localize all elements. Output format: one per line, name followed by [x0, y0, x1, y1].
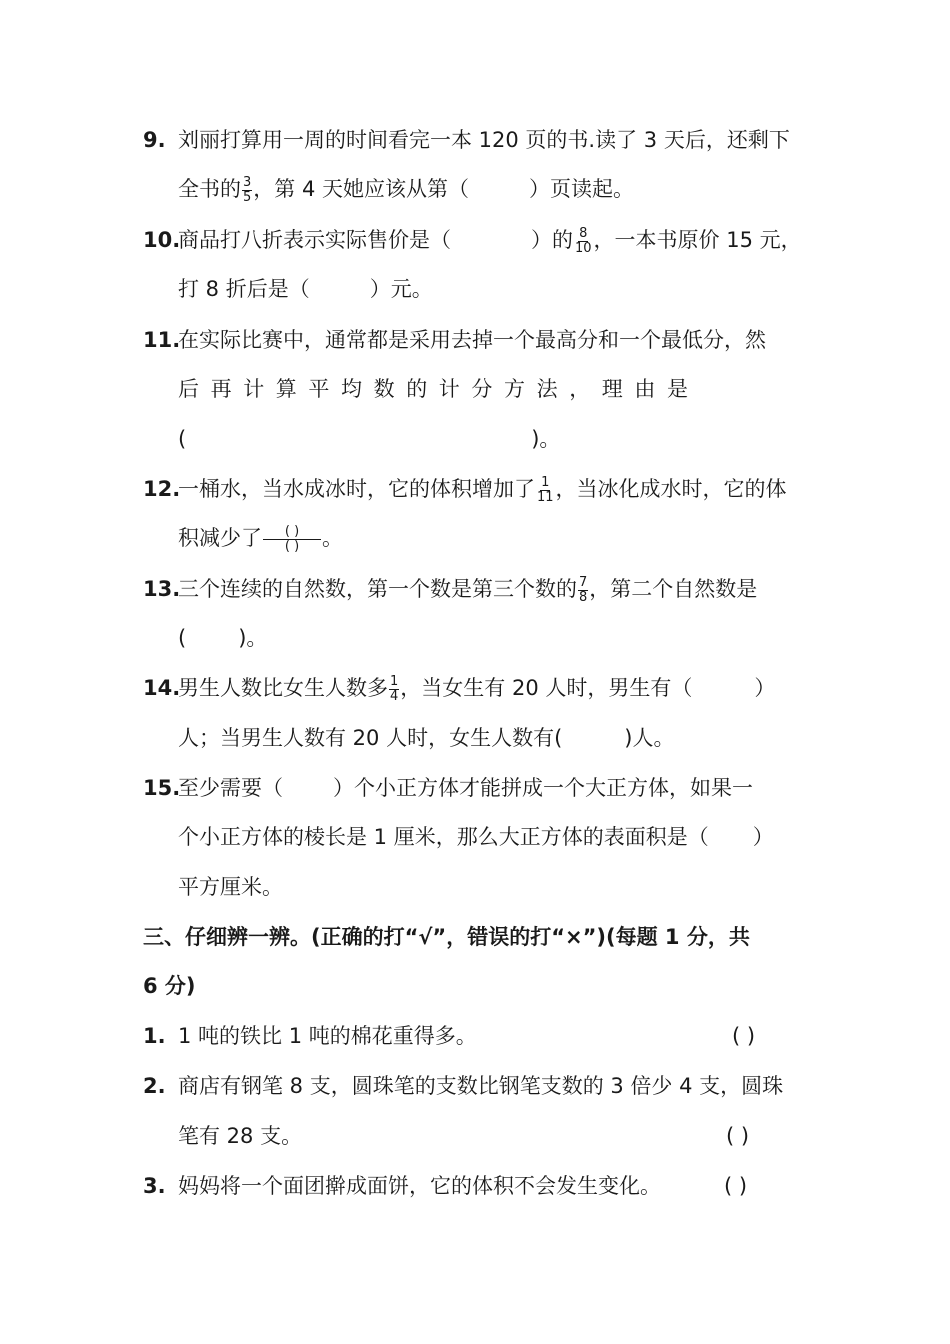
text-segment: )。 [238, 626, 268, 650]
fraction-denominator: 5 [243, 189, 252, 205]
question-text [178, 524, 343, 554]
question-number: 10. [143, 228, 181, 252]
text-segment: 全书的 [178, 177, 241, 201]
question-text [178, 175, 634, 205]
fraction [578, 576, 588, 605]
question-text [178, 624, 267, 652]
fraction-numerator: 7 [579, 574, 588, 590]
text-segment: ，第二个自然数是 [589, 577, 758, 601]
question-text: 商店有钢笔 8 支，圆珠笔的支数比钢笔支数的 3 倍少 4 支，圆珠 [178, 1074, 784, 1098]
question-text: 1 吨的铁比 1 吨的棉花重得多。 [178, 1024, 477, 1048]
text-segment: ）的 [531, 228, 573, 252]
text-segment: ）页读起。 [529, 177, 634, 201]
question-text [178, 674, 775, 704]
section-heading: 6 分) [143, 974, 196, 998]
fraction-denominator: 4 [390, 688, 399, 704]
question-text [178, 724, 674, 752]
question-number: 12. [143, 477, 181, 501]
question-number: 15. [143, 776, 181, 800]
question-text: 笔有 28 支。 [178, 1124, 303, 1148]
question-number: 2. [143, 1074, 166, 1098]
question-text: 平方厘米。 [178, 875, 283, 899]
text-segment: 。 [322, 526, 343, 550]
fraction-numerator: 8 [579, 225, 588, 241]
fraction [242, 176, 252, 205]
question-text [178, 475, 787, 505]
text-segment: ，当女生有 20 人时，男生有（ [400, 676, 693, 700]
fraction-denominator: 11 [537, 489, 554, 505]
text-segment: ( [178, 427, 187, 451]
fraction-numerator: 3 [243, 174, 252, 190]
question-text [178, 823, 774, 851]
question-number: 9. [143, 128, 166, 152]
fraction [574, 227, 593, 256]
fraction-denominator-blank: ( ) [284, 538, 300, 554]
fraction-numerator-blank: ( ) [263, 525, 321, 540]
question-number: 13. [143, 577, 181, 601]
text-segment: ）元。 [369, 277, 433, 301]
text-segment: 人；当男生人数有 20 人时，女生人数有( [178, 726, 563, 750]
answer-fraction[interactable] [263, 525, 321, 554]
question-text [178, 275, 433, 303]
question-number: 14. [143, 676, 181, 700]
fraction-denominator: 10 [575, 240, 592, 256]
fraction [389, 675, 399, 704]
fraction-denominator: 8 [579, 589, 588, 605]
text-segment: )人。 [624, 726, 675, 750]
text-segment: 打 8 折后是（ [178, 277, 310, 301]
question-text: 后再计算平均数的计分方法，理由是 [178, 377, 700, 401]
question-text [178, 425, 560, 453]
question-number: 1. [143, 1024, 166, 1048]
question-text: 在实际比赛中，通常都是采用去掉一个最高分和一个最低分，然 [178, 328, 766, 352]
question-text [178, 226, 802, 256]
text-segment: ，第 4 天她应该从第（ [253, 177, 469, 201]
judgement-answer-box[interactable]: ( ) [724, 1174, 748, 1198]
text-segment: 男生人数比女生人数多 [178, 676, 388, 700]
text-segment: ，当冰化成水时，它的体 [555, 477, 787, 501]
text-segment: 三个连续的自然数，第一个数是第三个数的 [178, 577, 577, 601]
question-text: 妈妈将一个面团擀成面饼，它的体积不会发生变化。 [178, 1174, 661, 1198]
fraction [536, 476, 555, 505]
question-number: 3. [143, 1174, 166, 1198]
fraction-numerator: 1 [390, 673, 399, 689]
text-segment: )。 [531, 427, 561, 451]
question-text [178, 774, 753, 802]
judgement-answer-box[interactable]: ( ) [732, 1024, 756, 1048]
text-segment: ） [754, 676, 776, 700]
section-heading: 三、仔细辨一辨。(正确的打“√”，错误的打“×”)(每题 1 分，共 [143, 925, 750, 949]
fraction-numerator: 1 [541, 474, 550, 490]
judgement-answer-box[interactable]: ( ) [726, 1124, 750, 1148]
text-segment: ( [178, 626, 187, 650]
text-segment: ，一本书原价 15 元， [593, 228, 802, 252]
question-number: 11. [143, 328, 181, 352]
text-segment: ） [752, 825, 774, 849]
text-segment: 个小正方体的棱长是 1 厘米，那么大正方体的表面积是（ [178, 825, 709, 849]
text-segment: 至少需要（ [178, 776, 283, 800]
text-segment: 一桶水，当水成冰时，它的体积增加了 [178, 477, 535, 501]
text-segment: ）个小正方体才能拼成一个大正方体，如果一 [333, 776, 753, 800]
question-text: 刘丽打算用一周的时间看完一本 120 页的书.读了 3 天后，还剩下 [178, 128, 790, 152]
text-segment: 积减少了 [178, 526, 262, 550]
question-text [178, 575, 757, 605]
text-segment: 商品打八折表示实际售价是（ [178, 228, 451, 252]
